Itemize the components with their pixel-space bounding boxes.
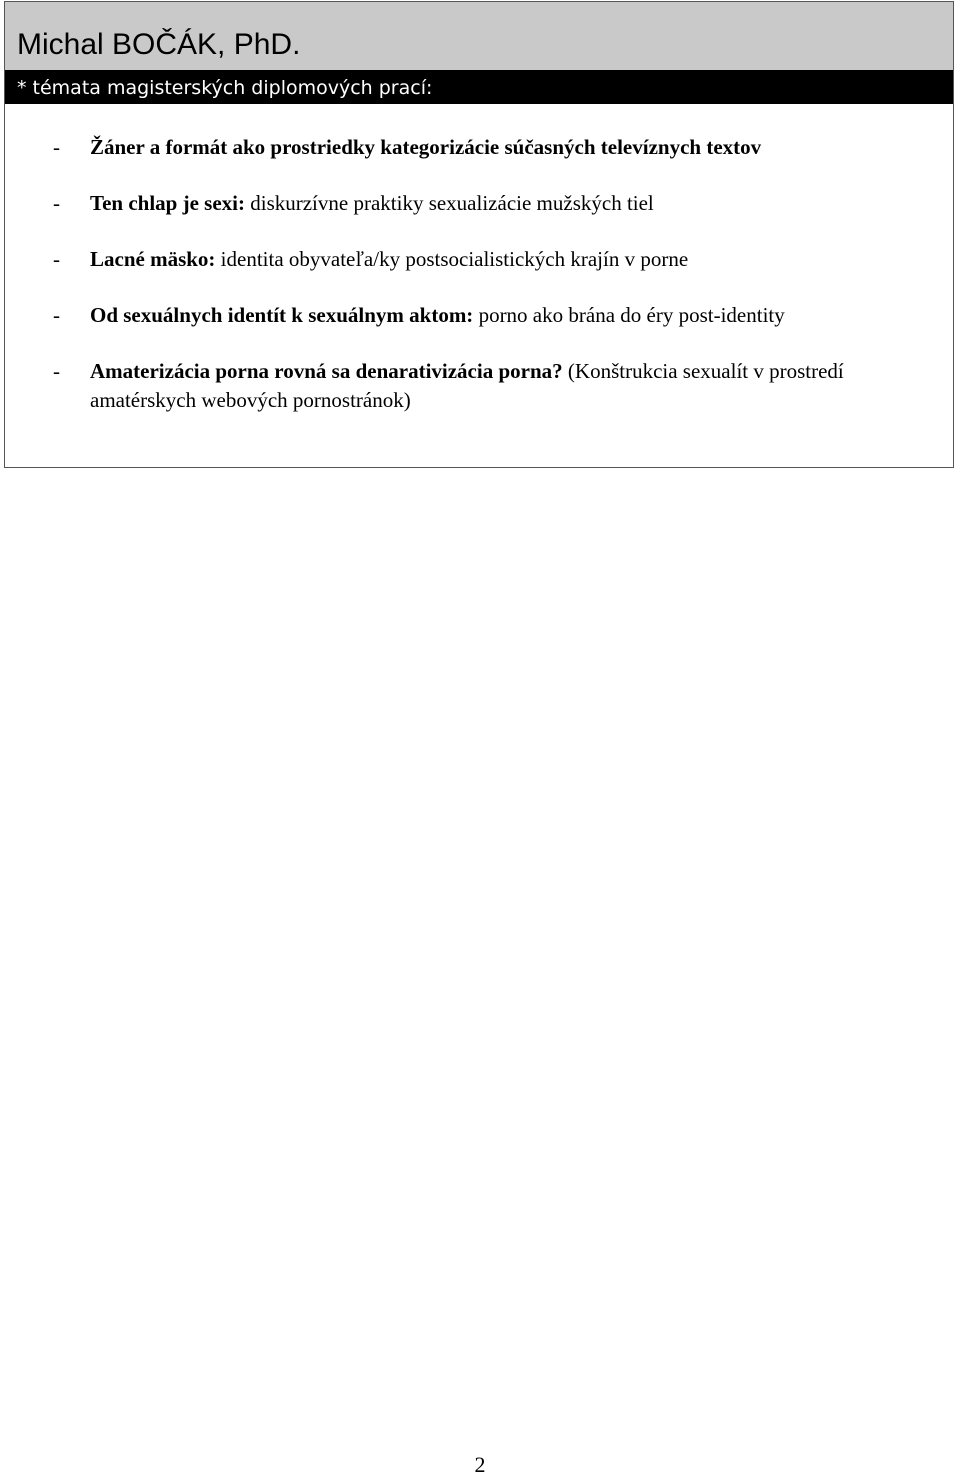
topic-bullet: - [53,247,60,271]
topic-item [5,245,953,274]
topic-item [5,133,953,162]
topic-title: Od sexuálnych identít k sexuálnym aktom: [90,303,474,327]
page-number: 2 [474,1452,486,1477]
topic-description: porno ako brána do éry post-identity [473,303,785,327]
topic-title: Amaterizácia porna rovná sa denarativizácia porna? [90,359,563,383]
topic-description: identita obyvateľa/ky postsocialistických krajín v porne [215,247,689,271]
topic-list [5,133,953,442]
topic-item [5,357,953,415]
topic-title: Ten chlap je sexi: [90,191,245,215]
topic-title: Žáner a formát ako prostriedky kategorizácie súčasných televíznych textov [90,135,762,159]
supervisor-name: Michal BOČÁK, PhD. [17,28,301,61]
topic-bullet: - [53,191,60,215]
topic-item [5,189,953,218]
section-title: * témata magisterských diplomových prací: [17,77,433,99]
topic-title: Lacné mäsko: [90,247,216,271]
supervisor-header [5,2,953,70]
section-header [5,70,953,104]
topic-bullet: - [53,303,60,327]
topic-bullet: - [53,135,60,159]
topic-description: (Konštrukcia sexualít v prostredí amatérskych webových pornostránok) [90,359,844,412]
topic-item [5,301,953,330]
topic-bullet: - [53,359,60,383]
topic-description: diskurzívne praktiky sexualizácie mužských tiel [244,191,654,215]
thesis-topics-card [4,1,954,468]
